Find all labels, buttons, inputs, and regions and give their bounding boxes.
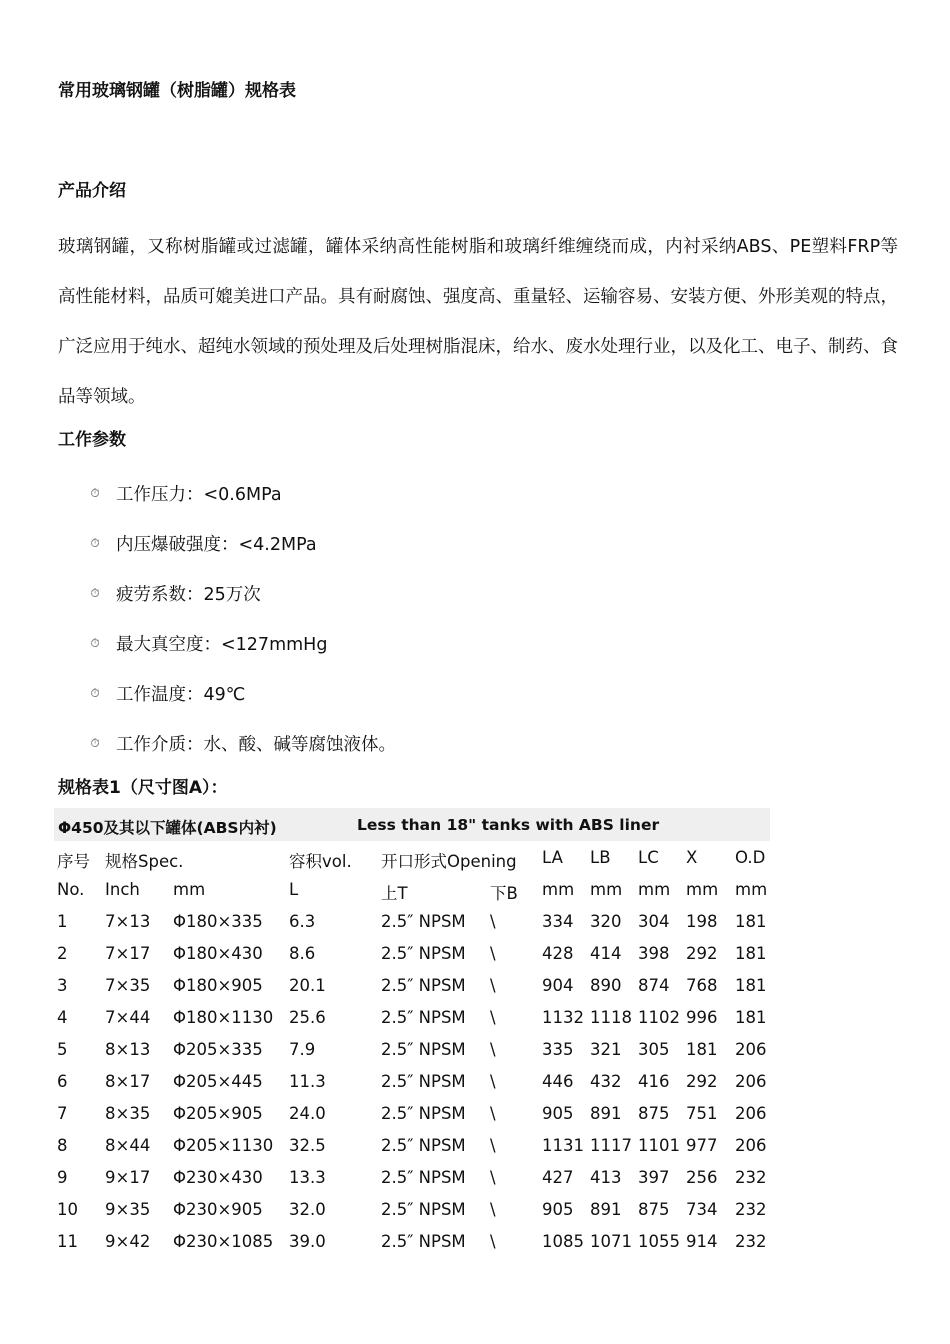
table-cell: 2.5″ NPSM: [381, 1232, 466, 1251]
document-page: 常用玻璃钢罐（树脂罐）规格表 产品介绍 玻璃钢罐，又称树脂罐或过滤罐，罐体采纳高性能树脂和玻璃纤维缠绕而成，内衬采纳ABS、PE塑料FRP等高性能材料，品质可媲美进口产品。具有耐腐蚀、强度高、重量轻、运输容易、安装方便、外形美观的特点，广泛应用于纯水、超纯水领域的预处理及后处理树脂混床，给水、废水处理行业，以及化工、电子、制药、食品等领域。 工作参数 ⏱ 工作压力：<0.6MPa ⏱ 内压爆破强度：<4.2MPa ⏱ 疲劳系数：25万次 ⏱ 最大真空度：<127mmHg ⏱ 工作温度：49℃ ⏱ 工作介质：水、酸、碱等腐蚀液体。 规格表1（尺寸图A）： Φ450及其以下罐体(ABS内衬) Less than 18" tanks with ABS liner 序号 规格Spec. 容积vol. 开口形式Opening LA LB LC X O.D No. Inch mm L 上T 下B mm mm mm mm mm 1 7×13 Φ180×335 6.3 2.5″ NPSM \ 334 320 304 198 181 2 7×17 Φ180×430 8.6 2.5″ NPSM \ 428 414 398 292 181 3 7×35 Φ180×905 20.1 2.5″ NPSM \ 904 890 874 768 181 4 7×44 Φ180×1130 25.6 2.5″ NPSM \ 1132 1118 1102 996 181 5 8×13 Φ205×335 7.9 2.5″ NPSM \ 335 321 305 181 206 6 8×17 Φ205×445 11.3 2.5″ NPSM \ 446 432 416 292 206 7 8×35 Φ205×905 24.0 2.5″ NPSM \ 905 891 875 751 206 8 8×44 Φ205×1130 32.5 2.5″ NPSM \ 1131 1117 1101 977 206 9 9×17 Φ230×430 13.3 2.5″ NPSM \ 427 413 397 256 232 10 9×35 Φ230×905 32.0 2.5″ NPSM \ 905 891 875 734 232 11 9×42 Φ230×1085 39.0 2.5″ NPSM \ 1085 1071 1055 914 232: [0, 0, 950, 1344]
table-cell: 414: [590, 944, 622, 963]
clock-bullet-icon: ⏱: [90, 635, 100, 650]
table-cell: 875: [638, 1200, 670, 1219]
table-cell: 39.0: [289, 1232, 326, 1251]
table-cell: 3: [57, 976, 68, 995]
param-item: ⏱ 内压爆破强度：<4.2MPa: [88, 518, 396, 568]
table-cell: 7×35: [105, 976, 151, 995]
table-cell: 6.3: [289, 912, 316, 931]
table-cell: 13.3: [289, 1168, 326, 1187]
clock-bullet-icon: ⏱: [90, 535, 100, 550]
param-item: ⏱ 工作温度：49℃: [88, 668, 396, 718]
table-cell: 11.3: [289, 1072, 326, 1091]
table-cell: 9×17: [105, 1168, 151, 1187]
table-cell: 8.6: [289, 944, 316, 963]
table-cell: 5: [57, 1040, 68, 1059]
table-cell: \: [490, 912, 496, 931]
table-cell: 7×44: [105, 1008, 151, 1027]
table-cell: 9×35: [105, 1200, 151, 1219]
table-cell: 1118: [590, 1008, 632, 1027]
table-cell: 181: [735, 944, 767, 963]
table-cell: 181: [735, 976, 767, 995]
table-cell: 875: [638, 1104, 670, 1123]
clock-bullet-icon: ⏱: [90, 585, 100, 600]
table-cell: 292: [686, 944, 718, 963]
table-cell: 7: [57, 1104, 68, 1123]
table-cell: Φ205×1130: [173, 1136, 274, 1155]
clock-bullet-icon: ⏱: [90, 735, 100, 750]
table-cell: Φ205×445: [173, 1072, 263, 1091]
table-cell: \: [490, 1072, 496, 1091]
table-cell: 7×13: [105, 912, 151, 931]
table-cell: 24.0: [289, 1104, 326, 1123]
table-cell: 1071: [590, 1232, 632, 1251]
table-cell: 734: [686, 1200, 718, 1219]
table-cell: 25.6: [289, 1008, 326, 1027]
table-cell: \: [490, 1200, 496, 1219]
table-cell: \: [490, 1040, 496, 1059]
param-item: ⏱ 工作介质：水、酸、碱等腐蚀液体。: [88, 718, 396, 768]
table-cell: 4: [57, 1008, 68, 1027]
table-cell: \: [490, 944, 496, 963]
table-cell: 432: [590, 1072, 622, 1091]
intro-heading: 产品介绍: [58, 181, 126, 201]
table-cell: 2.5″ NPSM: [381, 1104, 466, 1123]
table-cell: 1055: [638, 1232, 680, 1251]
table-cell: 891: [590, 1200, 622, 1219]
table-cell: 446: [542, 1072, 574, 1091]
table-cell: 206: [735, 1072, 767, 1091]
table-cell: 874: [638, 976, 670, 995]
table-cell: 427: [542, 1168, 574, 1187]
table-cell: 321: [590, 1040, 622, 1059]
table-cell: 6: [57, 1072, 68, 1091]
intro-paragraph: 玻璃钢罐，又称树脂罐或过滤罐，罐体采纳高性能树脂和玻璃纤维缠绕而成，内衬采纳ABS、PE塑料FRP等高性能材料，品质可媲美进口产品。具有耐腐蚀、强度高、重量轻、运输容易、安装方便、外形美观的特点，广泛应用于纯水、超纯水领域的预处理及后处理树脂混床，给水、废水处理行业，以及化工、电子、制药、食品等领域。: [58, 237, 898, 407]
table-cell: 1131: [542, 1136, 584, 1155]
table-cell: 181: [735, 1008, 767, 1027]
table-cell: 181: [686, 1040, 718, 1059]
table-cell: Φ180×905: [173, 976, 263, 995]
table-cell: 1117: [590, 1136, 632, 1155]
table-cell: 292: [686, 1072, 718, 1091]
table-cell: Φ205×905: [173, 1104, 263, 1123]
table-cell: 305: [638, 1040, 670, 1059]
table-cell: Φ230×1085: [173, 1232, 274, 1251]
table-cell: 2.5″ NPSM: [381, 944, 466, 963]
table-cell: 398: [638, 944, 670, 963]
table-cell: 206: [735, 1040, 767, 1059]
table-cell: Φ230×430: [173, 1168, 263, 1187]
table-cell: 890: [590, 976, 622, 995]
table-cell: 11: [57, 1232, 78, 1251]
table-cell: 905: [542, 1104, 574, 1123]
table-cell: 232: [735, 1200, 767, 1219]
table-cell: 7.9: [289, 1040, 316, 1059]
table-cell: 8×35: [105, 1104, 151, 1123]
table-cell: 905: [542, 1200, 574, 1219]
table-cell: Φ180×335: [173, 912, 263, 931]
table-cell: 428: [542, 944, 574, 963]
table-cell: \: [490, 1008, 496, 1027]
table-cell: 914: [686, 1232, 718, 1251]
table-cell: 768: [686, 976, 718, 995]
table-cell: 10: [57, 1200, 78, 1219]
table-cell: 2.5″ NPSM: [381, 1072, 466, 1091]
table-cell: 32.0: [289, 1200, 326, 1219]
table-cell: 32.5: [289, 1136, 326, 1155]
table-cell: 9: [57, 1168, 68, 1187]
table-cell: 320: [590, 912, 622, 931]
table-cell: 751: [686, 1104, 718, 1123]
table-cell: 1: [57, 912, 68, 931]
table-cell: 2.5″ NPSM: [381, 976, 466, 995]
table-cell: 397: [638, 1168, 670, 1187]
clock-bullet-icon: ⏱: [90, 685, 100, 700]
table-cell: 232: [735, 1168, 767, 1187]
table-cell: 8×13: [105, 1040, 151, 1059]
table-cell: Φ230×905: [173, 1200, 263, 1219]
table-cell: 2.5″ NPSM: [381, 1200, 466, 1219]
document-title: 常用玻璃钢罐（树脂罐）规格表: [58, 81, 296, 101]
table-cell: Φ205×335: [173, 1040, 263, 1059]
table-cell: 20.1: [289, 976, 326, 995]
params-list: [88, 468, 396, 768]
table-cell: 2.5″ NPSM: [381, 912, 466, 931]
table-cell: \: [490, 1232, 496, 1251]
table-cell: 1102: [638, 1008, 680, 1027]
table-cell: 256: [686, 1168, 718, 1187]
table-cell: 334: [542, 912, 574, 931]
table-cell: \: [490, 976, 496, 995]
table-cell: 335: [542, 1040, 574, 1059]
table-cell: 9×42: [105, 1232, 151, 1251]
clock-bullet-icon: ⏱: [90, 485, 100, 500]
spec-table-banner: [54, 808, 770, 841]
table-cell: \: [490, 1168, 496, 1187]
param-item: ⏱ 工作压力：<0.6MPa: [88, 468, 396, 518]
table-cell: 304: [638, 912, 670, 931]
table-cell: 232: [735, 1232, 767, 1251]
table-cell: 8: [57, 1136, 68, 1155]
table-cell: 977: [686, 1136, 718, 1155]
banner-cn: Φ450及其以下罐体(ABS内衬): [58, 819, 277, 837]
table-cell: Φ180×1130: [173, 1008, 274, 1027]
table-cell: 904: [542, 976, 574, 995]
table-cell: 996: [686, 1008, 718, 1027]
table-cell: 206: [735, 1104, 767, 1123]
table-cell: \: [490, 1136, 496, 1155]
table-cell: 2: [57, 944, 68, 963]
table-cell: 1085: [542, 1232, 584, 1251]
param-item: ⏱ 最大真空度：<127mmHg: [88, 618, 396, 668]
table-cell: 8×17: [105, 1072, 151, 1091]
table-cell: 1132: [542, 1008, 584, 1027]
spec-heading: 规格表1（尺寸图A）：: [58, 778, 228, 798]
table-cell: 206: [735, 1136, 767, 1155]
table-cell: 1101: [638, 1136, 680, 1155]
table-cell: 198: [686, 912, 718, 931]
param-item: ⏱ 疲劳系数：25万次: [88, 568, 396, 618]
table-cell: 413: [590, 1168, 622, 1187]
table-cell: 2.5″ NPSM: [381, 1040, 466, 1059]
table-cell: Φ180×430: [173, 944, 263, 963]
table-cell: 2.5″ NPSM: [381, 1168, 466, 1187]
table-cell: 181: [735, 912, 767, 931]
table-cell: 891: [590, 1104, 622, 1123]
params-heading: 工作参数: [58, 430, 126, 450]
table-cell: 2.5″ NPSM: [381, 1008, 466, 1027]
table-cell: 2.5″ NPSM: [381, 1136, 466, 1155]
table-cell: \: [490, 1104, 496, 1123]
banner-en: Less than 18" tanks with ABS liner: [357, 816, 660, 834]
table-cell: 7×17: [105, 944, 151, 963]
table-cell: 416: [638, 1072, 670, 1091]
table-cell: 8×44: [105, 1136, 151, 1155]
